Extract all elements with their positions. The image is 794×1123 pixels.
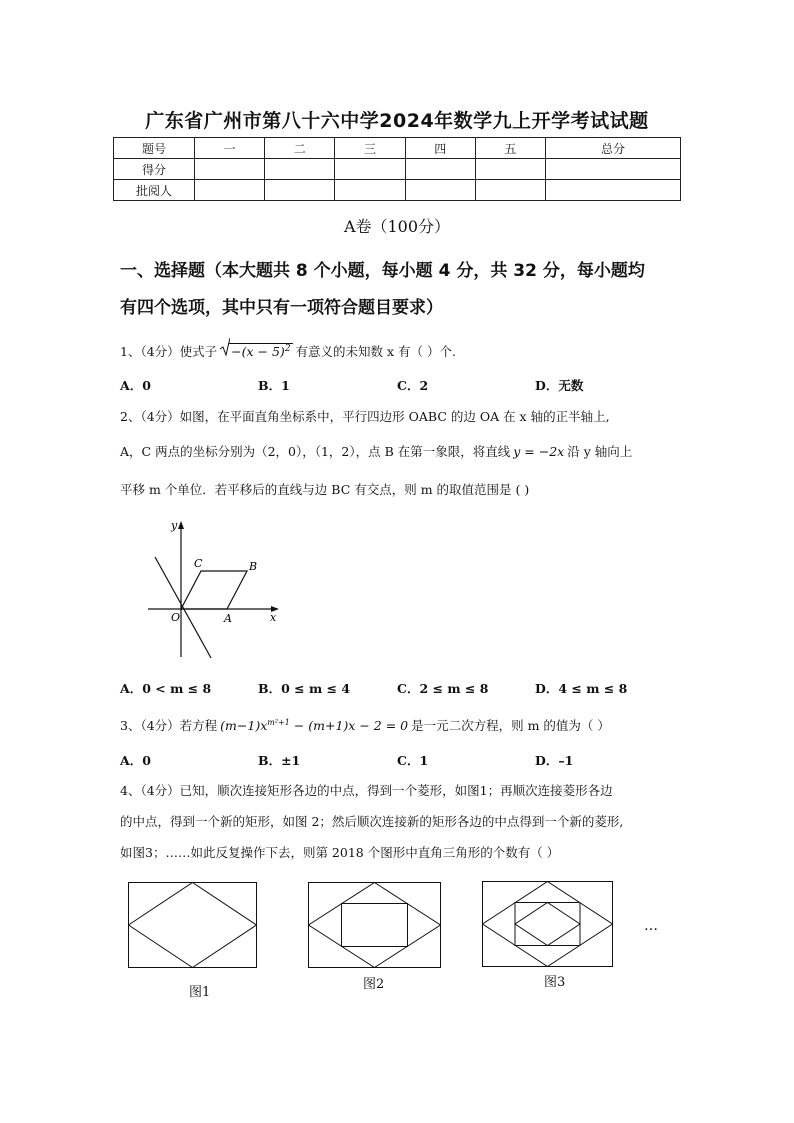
fig3-inner-rectangle [515,903,580,946]
q3-option-a: A．0 [120,753,151,768]
table-cell: 四 [405,138,475,159]
q1-option-c: C．2 [397,378,429,393]
fig3-rectangle [483,882,613,967]
y-axis-arrow-icon [178,521,184,529]
label-o: O [171,611,181,624]
table-cell [475,159,545,180]
line-y-neg2x [155,557,211,658]
table-row [114,159,681,180]
q2-option-c: C．2 ≤ m ≤ 8 [397,681,489,696]
fig2-rhombus [309,883,441,968]
figure-2-caption: 图2 [363,977,385,992]
q3-suffix: 是一元二次方程，则 m 的值为（ ） [411,718,610,734]
label-a: A [224,612,232,625]
figure-1-caption: 图1 [189,985,211,1000]
q2-option-d: D．4 ≤ m ≤ 8 [535,681,628,696]
q1-radical [220,340,292,361]
q3-option-c: C．1 [397,753,429,768]
q2-coordinate-figure [140,515,290,665]
label-b: B [249,560,258,573]
table-row [114,180,681,201]
table-cell [195,159,265,180]
table-cell [405,159,475,180]
q1-suffix: 有意义的未知数 x 有（ ）个. [295,344,456,360]
q2-line3: 平移 m 个单位．若平移后的直线与边 BC 有交点，则 m 的取值范围是 ( ) [120,482,530,497]
q2-line1: 2、（4分）如图，在平面直角坐标系中，平行四边形 OABC 的边 OA 在 x 轴的正半轴上, [120,409,610,424]
table-cell [335,159,405,180]
q3-exponent: m²+1 [267,718,290,727]
radical-sign-icon [220,337,230,357]
score-table [113,137,681,201]
q4-line1: 4、（4分）已知，顺次连接矩形各边的中点，得到一个菱形，如图1；再顺次连接菱形各边 [120,783,613,798]
table-cell: 五 [475,138,545,159]
question-3 [120,714,680,735]
section-subtitle: A卷（100分） [343,217,451,236]
fig1-rhombus [129,883,257,968]
q3-equation [220,718,408,733]
table-cell: 总分 [546,138,681,159]
figure-2 [308,882,442,968]
q1-radicand: −(x − 5) [231,344,285,360]
q4-line3: 如图3；……如此反复操作下去，则第 2018 个图形中直角三角形的个数有（ ） [120,845,560,860]
q2-line2 [120,443,680,461]
table-cell [546,159,681,180]
table-cell [265,159,335,180]
label-c: C [194,557,203,570]
table-cell: 得分 [114,159,195,180]
figure-3-caption: 图3 [544,975,566,990]
q2-option-b: B．0 ≤ m ≤ 4 [258,681,351,696]
q3-option-d: D．–1 [535,753,574,768]
table-cell [546,180,681,201]
table-cell: 批阅人 [114,180,195,201]
q4-line2: 的中点，得到一个新的矩形，如图 2；然后顺次连接新的矩形各边的中点得到一个新的菱形, [120,814,624,829]
q1-option-d: D．无数 [535,378,584,393]
q3-option-b: B．±1 [258,753,301,768]
table-cell [265,180,335,201]
fig1-rectangle [129,883,257,968]
q1-prefix: 1、（4分）使式子 [120,344,218,360]
table-cell: 一 [195,138,265,159]
q2-line2-text-a: A，C 两点的坐标分别为（2，0），（1，2），点 B 在第一象限，将直线 [120,444,511,459]
q2-line2-text-b: 沿 y 轴向上 [567,444,633,459]
q1-option-b: B．1 [258,378,290,393]
q3-prefix: 3、（4分）若方程 [120,718,218,734]
table-cell: 二 [265,138,335,159]
q2-option-a: A．0 < m ≤ 8 [120,681,212,696]
q1-exponent: 2 [284,344,291,354]
figure-3 [482,881,614,967]
figure-1 [128,882,258,968]
fig3-rhombus [483,882,613,967]
section-heading-line1: 一、选择题（本大题共 8 个小题，每小题 4 分，共 32 分，每小题均 [120,261,645,281]
label-y: y [171,519,178,532]
fig2-inner-rectangle [342,904,408,947]
table-row [114,138,681,159]
table-cell [335,180,405,201]
table-cell: 三 [335,138,405,159]
q1-option-a: A．0 [120,378,151,393]
table-cell [195,180,265,201]
parallelogram-oabc [181,571,247,609]
q2-line-equation: y = −2x [513,444,565,459]
label-x: x [270,611,277,624]
q3-eq-part2: − (m+1)x − 2 = 0 [289,718,409,734]
fig3-inner-rhombus [515,903,580,946]
q3-eq-part1: (m−1)x [220,718,268,734]
fig2-rectangle [309,883,441,968]
table-cell [405,180,475,201]
table-cell: 题号 [114,138,195,159]
question-1 [120,340,680,361]
section-heading-line2: 有四个选项，其中只有一项符合题目要求） [120,298,443,318]
figure-ellipsis: … [644,918,658,934]
page-title: 广东省广州市第八十六中学2024年数学九上开学考试试题 [145,110,649,132]
table-cell [475,180,545,201]
